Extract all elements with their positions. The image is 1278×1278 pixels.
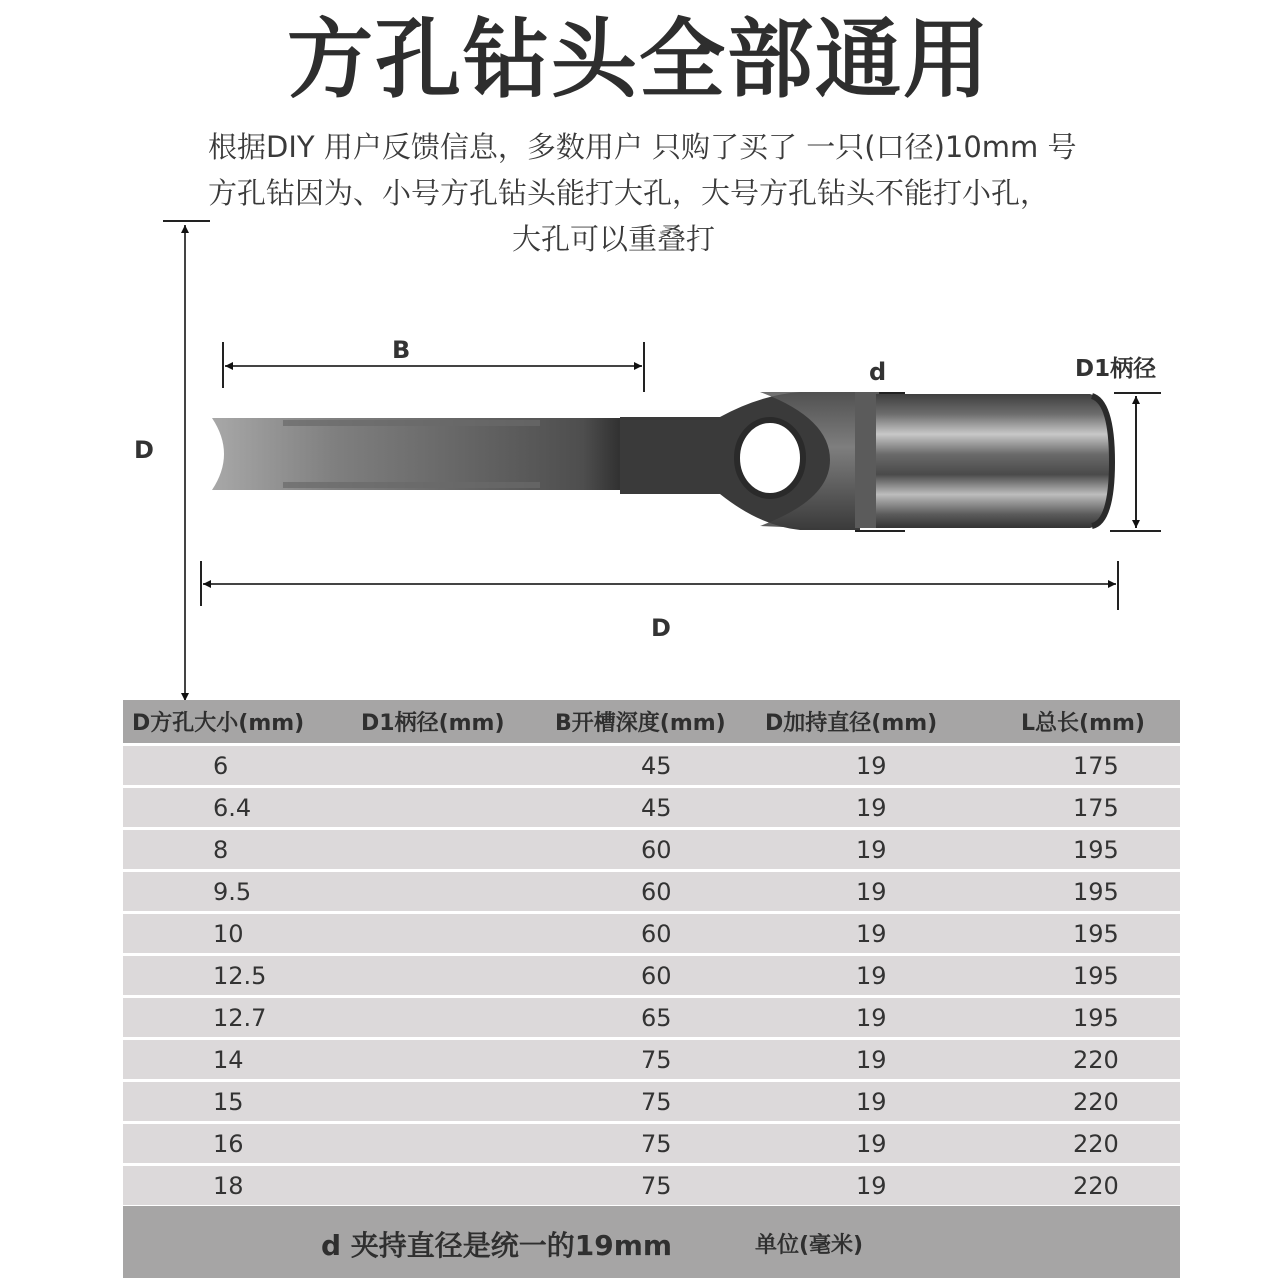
cell-clamp: 19 [856, 794, 887, 822]
table-row [123, 746, 1180, 785]
cell-size: 6 [213, 752, 229, 780]
cell-length: 220 [1073, 1130, 1119, 1158]
clamp-diameter-note: d 夹持直径是统一的19mm [321, 1229, 673, 1262]
cell-clamp: 19 [856, 752, 887, 780]
table-header [123, 700, 1180, 743]
cell-size: 10 [213, 920, 244, 948]
cell-depth: 60 [641, 962, 672, 990]
table-row [123, 788, 1180, 827]
cell-depth: 65 [641, 1004, 672, 1032]
cell-length: 195 [1073, 836, 1119, 864]
header-slot-depth: B开槽深度(mm) [555, 711, 726, 736]
table-row [123, 830, 1180, 869]
cell-size: 6.4 [213, 794, 252, 822]
header-shank-diameter: D1柄径(mm) [361, 711, 505, 736]
cell-size: 8 [213, 836, 229, 864]
spec-table [123, 700, 1180, 1205]
cell-clamp: 19 [856, 920, 887, 948]
cell-clamp: 19 [856, 1130, 887, 1158]
label-D-left: D [134, 436, 154, 464]
cell-depth: 45 [641, 752, 672, 780]
cell-clamp: 19 [856, 1046, 887, 1074]
cell-depth: 60 [641, 878, 672, 906]
cell-clamp: 19 [856, 1004, 887, 1032]
unit-note: 单位(毫米) [755, 1233, 864, 1258]
cell-clamp: 19 [856, 836, 887, 864]
header-clamp-diameter: D加持直径(mm) [765, 711, 938, 736]
table-row [123, 1124, 1180, 1163]
cell-depth: 75 [641, 1046, 672, 1074]
cell-length: 175 [1073, 794, 1119, 822]
table-row [123, 872, 1180, 911]
cell-size: 16 [213, 1130, 244, 1158]
cell-size: 15 [213, 1088, 244, 1116]
cell-depth: 75 [641, 1130, 672, 1158]
label-D1-shank: D1柄径 [1075, 356, 1157, 382]
cell-size: 18 [213, 1172, 244, 1200]
label-B: B [392, 336, 411, 364]
dimension-B [223, 342, 644, 392]
header-square-hole-size: D方孔大小(mm) [132, 711, 305, 736]
cell-clamp: 19 [856, 1172, 887, 1200]
cell-depth: 60 [641, 920, 672, 948]
cell-length: 195 [1073, 920, 1119, 948]
drill-bit-image [212, 392, 1114, 530]
description-line-1: 根据DIY 用户反馈信息，多数用户 只购了买了 一只(口径)10mm 号 [208, 130, 1077, 164]
cell-clamp: 19 [856, 878, 887, 906]
table-row [123, 1040, 1180, 1079]
table-row [123, 1082, 1180, 1121]
cell-clamp: 19 [856, 1088, 887, 1116]
cell-clamp: 19 [856, 962, 887, 990]
label-d: d [869, 358, 887, 386]
cell-length: 195 [1073, 1004, 1119, 1032]
cell-depth: 75 [641, 1172, 672, 1200]
description-line-3: 大孔可以重叠打 [512, 222, 716, 256]
cell-length: 220 [1073, 1088, 1119, 1116]
table-row [123, 956, 1180, 995]
description-line-2: 方孔钻因为、小号方孔钻头能打大孔，大号方孔钻头不能打小孔， [208, 176, 1050, 210]
label-D-bottom: D [651, 614, 671, 642]
dimension-d [855, 393, 905, 531]
cell-depth: 60 [641, 836, 672, 864]
dimension-D1 [1110, 393, 1161, 531]
cell-length: 195 [1073, 878, 1119, 906]
cell-length: 220 [1073, 1172, 1119, 1200]
table-row [123, 998, 1180, 1037]
dimension-D-horizontal [201, 561, 1118, 610]
table-row [123, 1166, 1180, 1205]
cell-length: 195 [1073, 962, 1119, 990]
cell-length: 175 [1073, 752, 1119, 780]
cell-depth: 75 [641, 1088, 672, 1116]
cell-size: 12.5 [213, 962, 267, 990]
cell-size: 14 [213, 1046, 244, 1074]
header-total-length: L总长(mm) [1021, 711, 1145, 736]
dimension-D-vertical [163, 221, 210, 700]
cell-depth: 45 [641, 794, 672, 822]
table-footer [123, 1206, 1180, 1278]
cell-size: 12.7 [213, 1004, 267, 1032]
cell-size: 9.5 [213, 878, 252, 906]
page-title: 方孔钻头全部通用 [287, 10, 991, 110]
cell-length: 220 [1073, 1046, 1119, 1074]
table-row [123, 914, 1180, 953]
